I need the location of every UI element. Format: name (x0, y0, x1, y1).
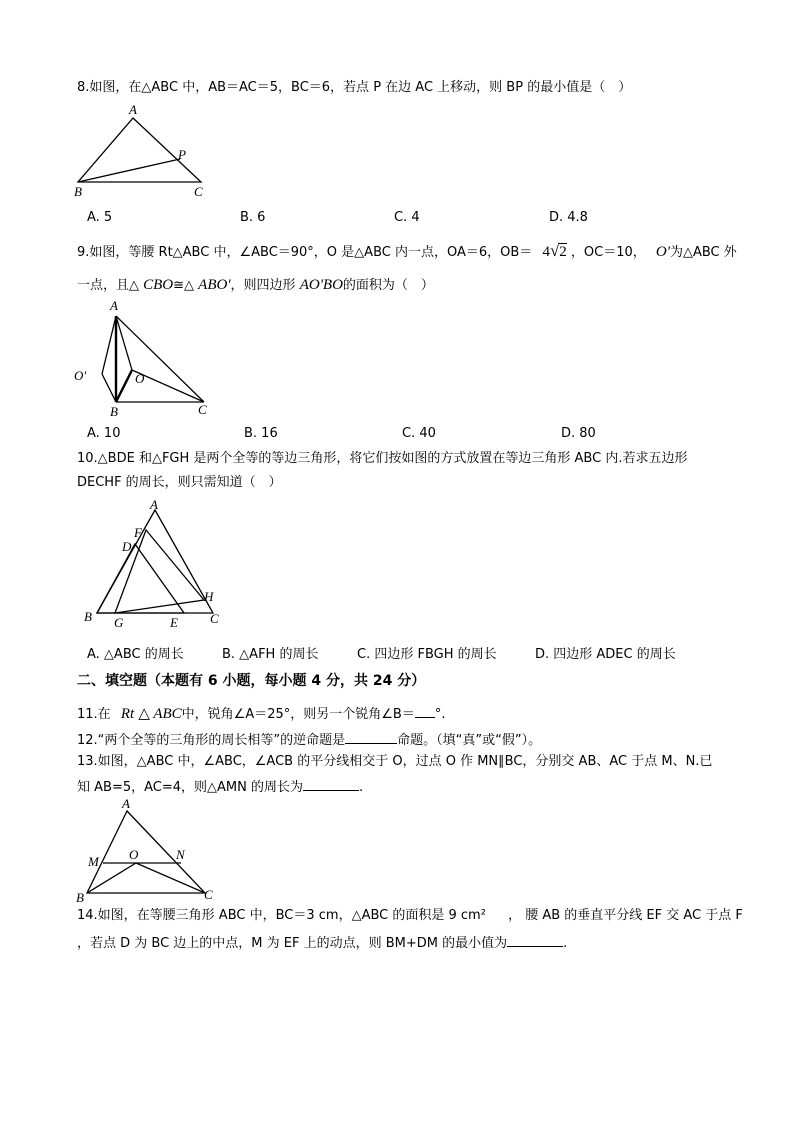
q8-option-a: A. 5 (87, 210, 113, 225)
q9-label-oprime: O' (74, 368, 87, 383)
q10-label-g: G (114, 615, 124, 630)
q13-triangle-abc (87, 811, 205, 893)
q8-option-c: C. 4 (394, 210, 420, 225)
q13-label-c: C (204, 887, 213, 902)
q14-stem-line2 (77, 933, 567, 953)
q13-label-m: M (88, 854, 99, 869)
q11-text-c: °. (434, 707, 446, 722)
q11-stem (77, 704, 445, 724)
q13-text-2a: 知 AB=5，AC=4，则△AMN 的周长为 (77, 780, 303, 795)
q9-text-2c: 的面积为（ ） (342, 278, 434, 293)
q10-label-d: D (122, 539, 132, 554)
q12-text-b: 命题。（填“真”或“假”）。 (397, 733, 542, 748)
q14-text-1a: 14.如图，在等腰三角形 ABC 中，BC＝3 cm，△ABC 的面积是 9 cm² (77, 908, 486, 923)
q8-segment-bp (78, 159, 180, 182)
q10-option-a: A. △ABC 的周长 (87, 647, 184, 662)
q10-label-e: E (170, 615, 178, 630)
q14-text-1b: ， 腰 AB 的垂直平分线 EF 交 AC 于点 F (508, 908, 743, 923)
q8-label-c: C (194, 184, 203, 199)
q14-text-2b: . (563, 936, 568, 951)
q11-text-b: 中，锐角∠A＝25°，则另一个锐角∠B＝ (181, 707, 415, 722)
q13-stem-line2 (77, 777, 363, 797)
q9-text-2b: ，则四边形 (230, 278, 296, 293)
q9-oprime: O' (655, 244, 670, 260)
q10-label-f: F (134, 525, 142, 540)
q9-text-1c: 为△ABC 外 (669, 245, 737, 260)
q13-text-2b: . (358, 780, 364, 795)
q10-figure (80, 497, 230, 630)
q9-text-2a: 一点，且△ (77, 278, 139, 293)
q11-answer-blank[interactable] (415, 704, 435, 718)
q9-triangle-abo-prime: ABO' (198, 277, 231, 293)
q9-quad: AO'BO (299, 277, 343, 293)
q8-option-d: D. 4.8 (549, 210, 588, 225)
q8-figure (70, 104, 220, 199)
section-title-fill-in: 二、填空题（本题有 6 小题，每小题 4 分，共 24 分） (77, 673, 426, 689)
q10-triangle-bde (97, 544, 184, 613)
q10-option-b: B. △AFH 的周长 (222, 647, 319, 662)
q9-option-b: B. 16 (244, 426, 278, 441)
q13-label-a: A (122, 796, 130, 811)
q14-answer-blank[interactable] (507, 933, 563, 947)
q14-text-2a: ，若点 D 为 BC 边上的中点，M 为 EF 上的动点，则 BM+DM 的最小值为 (77, 936, 508, 951)
q10-label-a: A (150, 497, 158, 512)
q9-stem-line2 (77, 276, 434, 295)
q9-label-o: O (135, 371, 145, 386)
q9-sqrt-coef: 4 (542, 244, 550, 260)
q9-option-a: A. 10 (87, 426, 121, 441)
q9-option-c: C. 40 (402, 426, 436, 441)
q10-option-c: C. 四边形 FBGH 的周长 (357, 647, 497, 662)
q11-triangle: △ ABC (138, 706, 182, 722)
q13-label-o: O (129, 847, 139, 862)
q8-label-b: B (74, 184, 82, 199)
q8-option-b: B. 6 (240, 210, 266, 225)
q13-stem-line1: 13.如图，△ABC 中，∠ABC，∠ACB 的平分线相交于 O，过点 O 作 MN∥BC，分别交 AB、AC 于点 M、N.已 (77, 754, 713, 769)
q11-text-a: 11.在 (77, 707, 111, 722)
q13-label-n: N (176, 847, 185, 862)
q12-answer-blank[interactable] (345, 730, 397, 744)
q10-stem-line2: DECHF 的周长，则只需知道（ ） (77, 475, 282, 490)
q9-sqrt-radicand: 2 (559, 244, 567, 260)
q9-text-1a: 9.如图，等腰 Rt△ABC 中，∠ABC＝90°，O 是△ABC 内一点，OA＝6，OB＝ (77, 245, 533, 260)
q10-label-b: B (84, 609, 92, 624)
q9-triangle-cbo: CBO (143, 277, 174, 293)
q9-label-a: A (110, 298, 118, 313)
q10-label-c: C (210, 611, 219, 626)
q10-triangle-abc (97, 510, 213, 613)
radical-sign-icon: √ (549, 241, 560, 260)
q10-stem-line1: 10.△BDE 和△FGH 是两个全等的等边三角形，将它们按如图的方式放置在等边三角形 ABC 内.若求五边形 (77, 451, 688, 466)
q9-option-d: D. 80 (561, 426, 596, 441)
q9-congruent: ≅△ (173, 278, 195, 293)
q9-text-1b: ，OC＝10， (570, 245, 646, 260)
q13-answer-blank[interactable] (303, 777, 359, 791)
q10-option-d: D. 四边形 ADEC 的周长 (535, 647, 676, 662)
q12-text-a: 12.“两个全等的三角形的周长相等”的逆命题是 (77, 733, 346, 748)
q10-label-h: H (204, 589, 214, 604)
q8-label-a: A (129, 102, 137, 117)
q13-figure (75, 797, 225, 905)
q9-stem-line1 (77, 242, 737, 262)
q12-stem (77, 730, 541, 750)
q8-stem: 8.如图，在△ABC 中，AB＝AC＝5，BC＝6，若点 P 在边 AC 上移动，则 BP 的最小值是（ ） (77, 80, 632, 95)
q9-label-b: B (110, 404, 118, 419)
q9-label-c: C (198, 402, 207, 417)
q11-rt: Rt (120, 706, 135, 722)
q9-figure (70, 298, 220, 423)
q14-stem-line1 (77, 907, 743, 925)
q13-label-b: B (76, 890, 84, 905)
q8-label-p: P (178, 147, 186, 162)
q9-sqrt-expression (542, 241, 567, 260)
